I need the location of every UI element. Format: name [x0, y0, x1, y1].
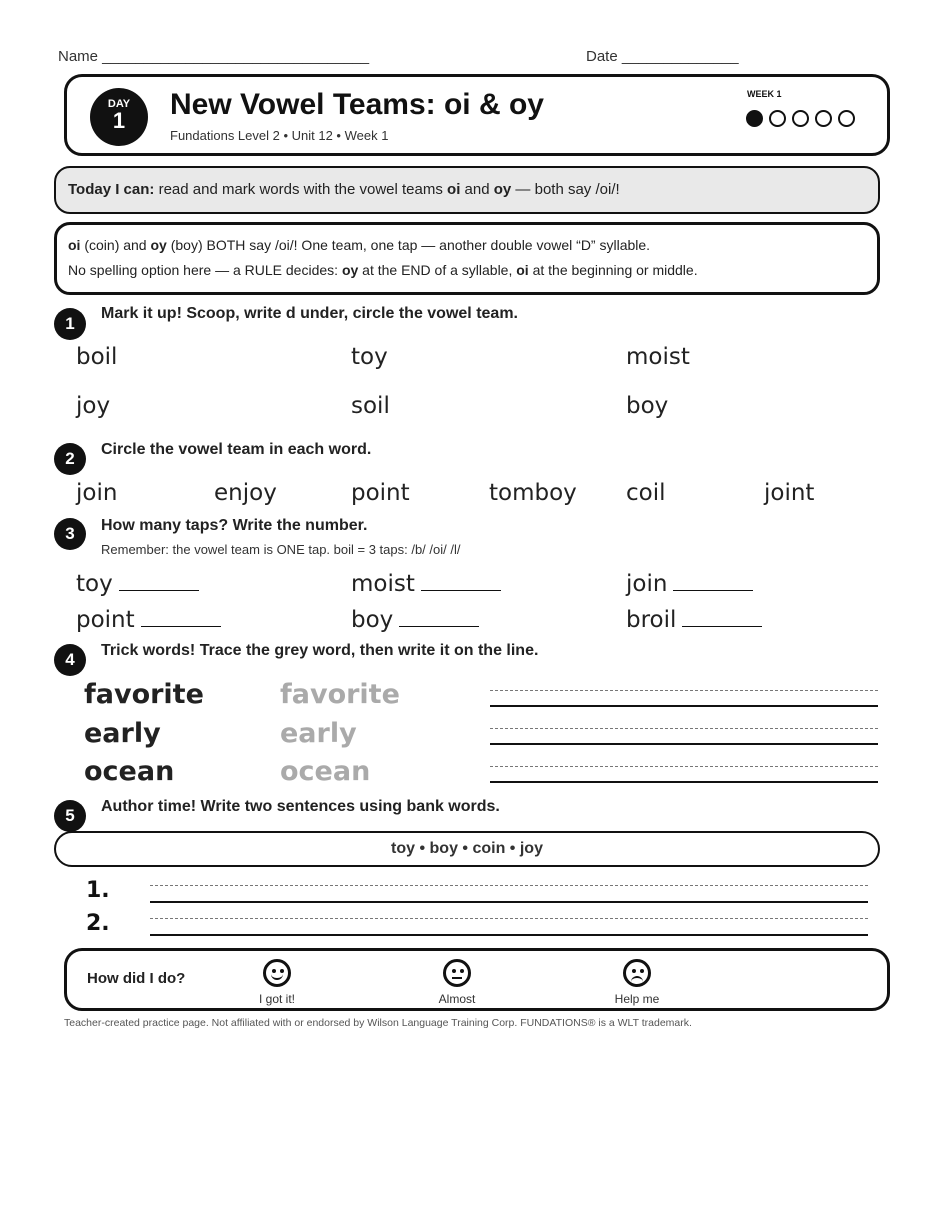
question-3-hint: Remember: the vowel team is ONE tap. boil = 3 taps: /b/ /oi/ /l/ [101, 542, 461, 557]
rule-oi: oi [516, 262, 529, 278]
question-number-3: 3 [54, 518, 86, 550]
rule-text: (boy) BOTH say /oi/! One team, one tap — another double vowel “D” syllable. [166, 237, 651, 253]
answer-blank[interactable] [141, 608, 221, 627]
goal-text [68, 181, 620, 198]
frown-face-icon[interactable] [623, 959, 651, 987]
week-progress [746, 110, 861, 130]
progress-dot-filled [746, 110, 763, 127]
rule-oy: oy [341, 262, 359, 278]
question-4-title: Trick words! Trace the grey word, then write it on the line. [101, 642, 539, 659]
writing-guide-dashed [150, 885, 868, 886]
goal-text-a: read and mark words with the vowel teams [154, 181, 448, 198]
week-label: WEEK 1 [747, 89, 782, 99]
q1-word: moist [626, 344, 690, 370]
rule-oi: oi [68, 237, 81, 253]
q1-word: soil [351, 393, 390, 419]
word-bank: toy • boy • coin • joy [391, 840, 543, 857]
q3-item [626, 571, 753, 597]
progress-dot-empty [792, 110, 809, 127]
writing-line[interactable] [490, 781, 878, 783]
question-3-title: How many taps? Write the number. [101, 517, 368, 534]
q1-word: boy [626, 393, 669, 419]
q3-item [351, 571, 501, 597]
q2-word: enjoy [214, 480, 277, 506]
question-number-1: 1 [54, 308, 86, 340]
name-field[interactable]: Name ________________________________ [58, 48, 370, 65]
trace-word: early [280, 718, 357, 749]
q3-item [626, 607, 762, 633]
sentence-line[interactable] [150, 901, 868, 903]
question-5-title: Author time! Write two sentences using bank words. [101, 798, 500, 815]
rule-line-2 [68, 262, 698, 278]
q3-word: moist [351, 571, 415, 597]
trace-word: ocean [280, 756, 371, 787]
rule-box [54, 222, 880, 295]
q3-item [351, 607, 479, 633]
goal-team1: oi [447, 181, 461, 198]
question-2-title: Circle the vowel team in each word. [101, 441, 372, 458]
smile-face-icon[interactable] [263, 959, 291, 987]
q1-word: toy [351, 344, 388, 370]
trick-word: ocean [84, 756, 175, 787]
day-badge [90, 88, 148, 146]
page-subtitle: Fundations Level 2 • Unit 12 • Week 1 [170, 128, 389, 143]
q1-word: joy [76, 393, 111, 419]
day-number: 1 [112, 108, 126, 133]
answer-blank[interactable] [421, 572, 501, 591]
rule-line-1 [68, 237, 650, 253]
writing-line[interactable] [490, 705, 878, 707]
rule-text: at the beginning or middle. [528, 262, 698, 278]
answer-blank[interactable] [119, 572, 199, 591]
answer-blank[interactable] [399, 608, 479, 627]
q2-word: join [76, 480, 118, 506]
goal-text-c: — both say /oi/! [511, 181, 620, 198]
self-check-option: Almost [438, 992, 476, 1006]
q2-word: point [351, 480, 410, 506]
q1-word: boil [76, 344, 118, 370]
trick-word: favorite [84, 679, 204, 710]
rule-text: No spelling option here — a RULE decides: [68, 262, 342, 278]
neutral-face-icon[interactable] [443, 959, 471, 987]
sentence-number: 1. [86, 878, 110, 903]
q3-word: point [76, 607, 135, 633]
q3-word: join [626, 571, 668, 597]
goal-lead: Today I can: [68, 181, 155, 198]
page-title: New Vowel Teams: oi & oy [170, 88, 544, 121]
answer-blank[interactable] [682, 608, 762, 627]
self-check-option: Help me [614, 992, 660, 1006]
footer-disclaimer: Teacher-created practice page. Not affiliated with or endorsed by Wilson Language Training Corp. FUNDATIONS® is a WLT trademark. [64, 1017, 692, 1029]
q2-word: joint [764, 480, 815, 506]
q3-word: toy [76, 571, 113, 597]
goal-text-b: and [460, 181, 494, 198]
trace-word: favorite [280, 679, 400, 710]
writing-guide-dashed [490, 766, 878, 767]
rule-text: at the END of a syllable, [358, 262, 517, 278]
question-number-2: 2 [54, 443, 86, 475]
day-label: DAY [107, 98, 131, 110]
date-field[interactable]: Date ______________ [586, 48, 739, 65]
q3-item [76, 571, 199, 597]
question-1-title: Mark it up! Scoop, write d under, circle the vowel team. [101, 305, 518, 322]
q2-word: coil [626, 480, 666, 506]
trick-word: early [84, 718, 161, 749]
question-number-4: 4 [54, 644, 86, 676]
question-number-5: 5 [54, 800, 86, 832]
q3-word: broil [626, 607, 677, 633]
q2-word: tomboy [489, 480, 577, 506]
writing-line[interactable] [490, 743, 878, 745]
sentence-line[interactable] [150, 934, 868, 936]
writing-guide-dashed [490, 690, 878, 691]
rule-text: (coin) and [80, 237, 151, 253]
self-check-option: I got it! [258, 992, 296, 1006]
answer-blank[interactable] [673, 572, 753, 591]
writing-guide-dashed [490, 728, 878, 729]
progress-dot-empty [815, 110, 832, 127]
goal-team2: oy [493, 181, 512, 198]
sentence-number: 2. [86, 911, 110, 936]
writing-guide-dashed [150, 918, 868, 919]
self-check-prompt: How did I do? [87, 970, 186, 987]
progress-dot-empty [769, 110, 786, 127]
rule-oy: oy [150, 237, 167, 253]
progress-dot-empty [838, 110, 855, 127]
q3-word: boy [351, 607, 394, 633]
q3-item [76, 607, 221, 633]
